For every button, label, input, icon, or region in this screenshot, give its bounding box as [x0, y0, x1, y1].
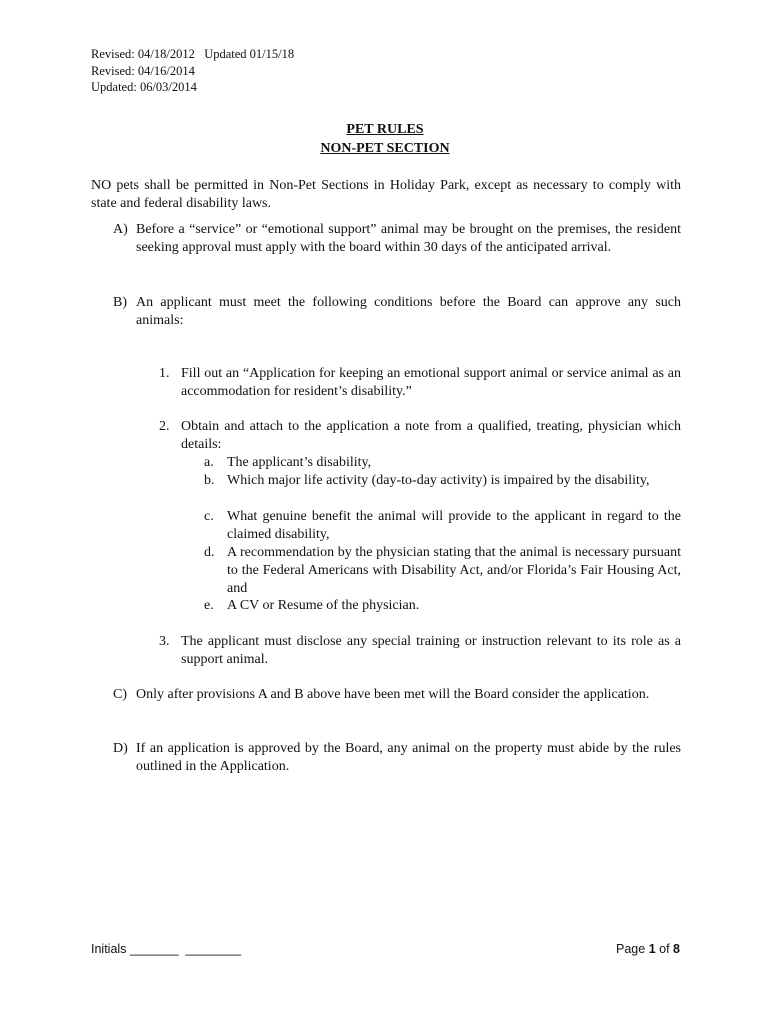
document-subtitle: NON-PET SECTION [320, 141, 450, 156]
section-b-label: B) [113, 295, 127, 310]
section-a-text: Before a “service” or “emotional support” animal may be brought on the premises, the resident seeking approval must apply with the board within 30 days of the anticipated arrival. [136, 222, 681, 255]
condition-1-label: 1. [159, 366, 170, 381]
detail-b-label: b. [204, 473, 215, 488]
detail-c-label: c. [204, 509, 214, 524]
condition-3-label: 3. [159, 634, 170, 649]
revision-history [91, 46, 294, 96]
detail-d-text: A recommendation by the physician stating that the animal is necessary pursuant to the Federal Americans with Disability Act, and/or Florida’s Fair Housing Act, and [227, 545, 681, 596]
section-b-text: An applicant must meet the following conditions before the Board can approve any such animals: [136, 295, 681, 328]
section-d-label: D) [113, 741, 128, 756]
section-d-text: If an application is approved by the Board, any animal on the property must abide by the rules outlined in the Application. [136, 741, 681, 774]
section-c-label: C) [113, 687, 127, 702]
detail-c-text: What genuine benefit the animal will provide to the applicant in regard to the claimed disability, [227, 509, 681, 542]
initials-field: Initials _______ ________ [91, 942, 242, 956]
detail-e-label: e. [204, 598, 214, 613]
detail-d-label: d. [204, 545, 215, 560]
revision-line-1: Revised: 04/18/2012 Updated 01/15/18 [91, 47, 295, 61]
condition-2-label: 2. [159, 419, 170, 434]
condition-1-text: Fill out an “Application for keeping an emotional support animal or service animal as an accommodation for resident’s disability.” [181, 366, 681, 399]
condition-2-text: Obtain and attach to the application a note from a qualified, treating, physician which details: [181, 419, 681, 452]
page-current: 1 [648, 942, 656, 956]
condition-3-text: The applicant must disclose any special training or instruction relevant to its role as a support animal. [181, 634, 681, 667]
detail-e-text: A CV or Resume of the physician. [227, 598, 420, 613]
section-c-text: Only after provisions A and B above have been met will the Board consider the application. [136, 687, 650, 702]
detail-a-label: a. [204, 455, 214, 470]
intro-paragraph: NO pets shall be permitted in Non-Pet Sections in Holiday Park, except as necessary to comply with state and federal disability laws. [91, 178, 681, 211]
updated-line: Updated: 06/03/2014 [91, 80, 197, 94]
detail-b-text: Which major life activity (day-to-day activity) is impaired by the disability, [227, 473, 650, 488]
page-number [616, 942, 680, 956]
page-of: of [659, 942, 670, 956]
page-total: 8 [673, 942, 680, 956]
section-a-label: A) [113, 222, 128, 237]
page-prefix: Page [616, 942, 646, 956]
detail-a-text: The applicant’s disability, [227, 455, 372, 470]
revision-line-2: Revised: 04/16/2014 [91, 63, 195, 78]
document-title: PET RULES [346, 122, 424, 137]
